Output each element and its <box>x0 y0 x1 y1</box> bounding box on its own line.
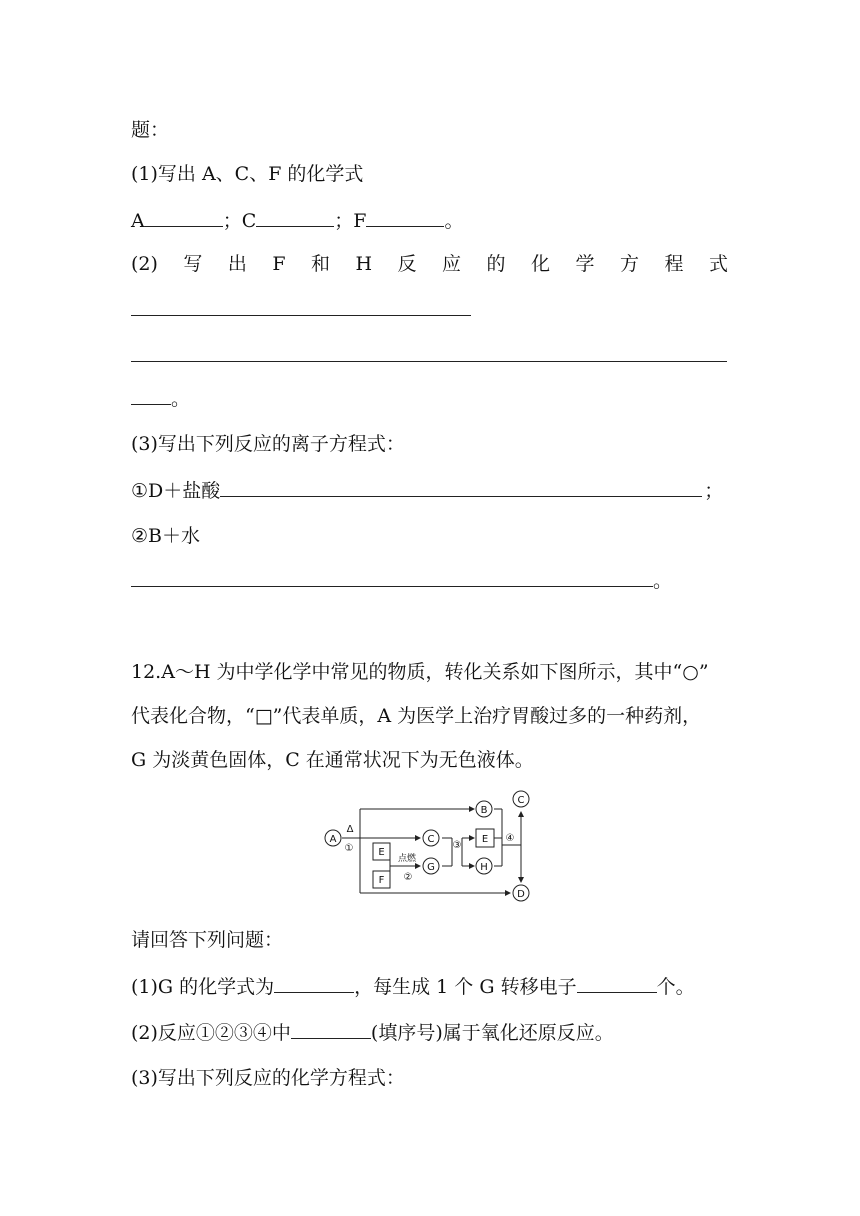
label-c: ；C <box>222 210 257 232</box>
heat-symbol: Δ <box>346 824 354 835</box>
reaction-diagram <box>318 786 538 906</box>
item-label: ①D＋盐酸 <box>131 480 221 502</box>
period: 。 <box>653 570 673 592</box>
answer-blank-f[interactable] <box>366 206 444 227</box>
q12-part2 <box>131 1018 614 1047</box>
text: ，每生成 1 个 G 转移电子 <box>354 976 577 998</box>
answer-blank-electrons[interactable] <box>577 972 657 993</box>
semicolon: ； <box>704 480 724 502</box>
label-c: C <box>427 834 435 845</box>
char: 出 <box>227 253 247 275</box>
period: 。 <box>171 388 191 410</box>
q11-part3-item1 <box>131 476 723 505</box>
label-c-top: C <box>517 795 525 806</box>
q12-text-line3: G 为淡黄色固体，C 在通常状况下为无色液体。 <box>131 749 534 771</box>
label-e-right: E <box>481 834 489 845</box>
char: 化 <box>531 253 551 275</box>
step-3: ③ <box>452 840 462 851</box>
q11-part2-prompt <box>131 250 728 278</box>
label-e: E <box>378 847 385 858</box>
step-4: ④ <box>505 833 515 844</box>
text: (2)反应①②③④中 <box>131 1022 291 1044</box>
char: H <box>355 253 373 275</box>
q11-part3-item2: ②B＋水 <box>131 525 200 547</box>
q12-intro: 请回答下列问题： <box>131 929 284 951</box>
char: 方 <box>619 253 639 275</box>
label-f: ；F <box>334 210 367 232</box>
char: 学 <box>575 253 595 275</box>
char: 程 <box>664 253 684 275</box>
char: 和 <box>311 253 331 275</box>
answer-blank-redox[interactable] <box>291 1018 371 1039</box>
label-d: D <box>517 889 525 900</box>
label-g: G <box>427 862 435 873</box>
answer-blank[interactable] <box>131 566 653 587</box>
answer-blank-g-formula[interactable] <box>274 972 354 993</box>
text: (填序号)属于氧化还原反应。 <box>370 1022 614 1044</box>
q12-part1 <box>131 972 695 1001</box>
answer-line[interactable] <box>131 361 727 362</box>
answer-blank-c[interactable] <box>256 206 334 227</box>
q12-text-line2: 代表化合物，“□”代表单质，A 为医学上治疗胃酸过多的一种药剂， <box>131 705 702 727</box>
text: (1)G 的化学式为 <box>131 976 275 998</box>
label-h: H <box>480 862 488 873</box>
answer-blank[interactable] <box>220 476 702 497</box>
answer-line[interactable] <box>131 315 471 316</box>
char: 式 <box>708 253 728 275</box>
text: 个。 <box>656 976 695 998</box>
answer-blank-a[interactable] <box>145 206 223 227</box>
ignite-label: 点燃 <box>397 854 417 864</box>
answer-blank[interactable] <box>131 384 171 405</box>
char: 反 <box>397 253 417 275</box>
label-b: B <box>480 805 488 816</box>
q12-text-line1: 12.A～H 为中学化学中常见的物质，转化关系如下图所示，其中“○” <box>131 661 709 683</box>
q11-part1-answers <box>131 206 463 235</box>
q11-part3-prompt: (3)写出下列反应的离子方程式： <box>131 433 405 455</box>
char: 应 <box>442 253 462 275</box>
char: 写 <box>183 253 203 275</box>
label-a: A <box>131 210 145 232</box>
step-1: ① <box>344 843 354 854</box>
char: (2) <box>131 253 158 275</box>
step-2: ② <box>403 872 413 883</box>
question-11-tail: 题： <box>131 119 170 141</box>
q11-part1-prompt: (1)写出 A、C、F 的化学式 <box>131 163 364 185</box>
answer-line-end <box>131 384 190 413</box>
char: 的 <box>486 253 506 275</box>
period: 。 <box>444 210 464 232</box>
char: F <box>272 253 286 275</box>
label-a: A <box>329 834 337 845</box>
q11-part3-item2-answer <box>131 566 672 595</box>
q12-part3: (3)写出下列反应的化学方程式： <box>131 1067 405 1089</box>
label-f: F <box>378 875 385 886</box>
